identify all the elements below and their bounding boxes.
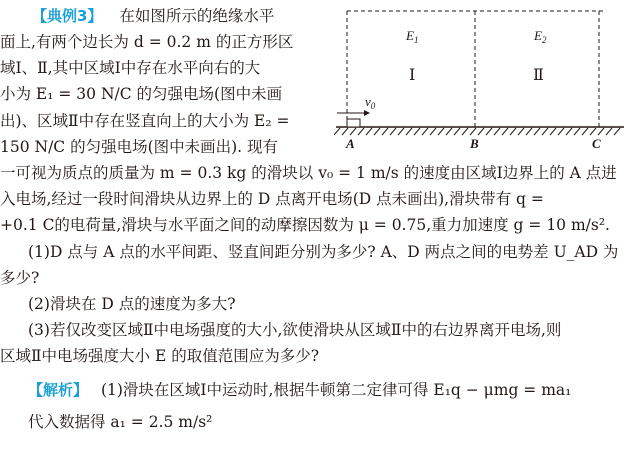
problem-line-2: 面上,有两个边长为 d = 0.2 m 的正方形区 bbox=[0, 33, 294, 51]
solution-line-1 bbox=[28, 380, 571, 400]
field-label-e2: $E_2$ bbox=[534, 28, 547, 45]
question-3-line-2: 区域Ⅱ中电场强度大小 E 的取值范围应为多少? bbox=[0, 347, 320, 365]
solution-text-1: (1)滑块在区域Ⅰ中运动时,根据牛顿第二定律可得 E₁q − μmg = ma₁ bbox=[100, 381, 572, 399]
solution-line-2: 代入数据得 a₁ = 2.5 m/s² bbox=[28, 413, 213, 431]
point-c-label: C bbox=[592, 136, 601, 151]
problem-figure bbox=[334, 0, 624, 152]
point-a-label: A bbox=[346, 136, 355, 151]
problem-line-1 bbox=[32, 6, 274, 26]
velocity-arrowhead bbox=[364, 110, 370, 116]
example-tag: 【典例3】 bbox=[32, 7, 103, 25]
region-1-label: Ⅰ bbox=[409, 67, 416, 84]
question-2: (2)滑块在 D 点的速度为多大? bbox=[28, 295, 236, 313]
question-1-line-1: (1)D 点与 A 点的水平间距、竖直间距分别为多少? A、D 两点之间的电势差 U_AD 为 bbox=[28, 243, 619, 261]
problem-line-4: 小为 E₁ = 30 N/C 的匀强电场(图中未画 bbox=[0, 85, 283, 103]
problem-line-3: 域Ⅰ、Ⅱ,其中区域Ⅰ中存在水平向右的大 bbox=[0, 59, 261, 77]
ground-hatching bbox=[334, 128, 620, 135]
solution-tag: 【解析】 bbox=[28, 381, 89, 399]
problem-line-5: 出)、区域Ⅱ中存在竖直向上的大小为 E₂ = bbox=[0, 112, 290, 130]
point-b-label: B bbox=[470, 136, 479, 151]
question-1-line-2: 多少? bbox=[0, 269, 40, 287]
problem-line-6: 150 N/C 的匀强电场(图中未画出). 现有 bbox=[0, 138, 279, 156]
velocity-label: $v_0$ bbox=[365, 94, 376, 111]
slider-block bbox=[347, 119, 360, 127]
region-2-label: Ⅱ bbox=[533, 67, 544, 84]
problem-line-7: 一可视为质点的质量为 m = 0.3 kg 的滑块以 v₀ = 1 m/s 的速度由区域Ⅰ边界上的 A 点进 bbox=[0, 164, 617, 182]
problem-text-1: 在如图所示的绝缘水平 bbox=[119, 7, 275, 25]
field-label-e1: $E_1$ bbox=[406, 28, 419, 45]
problem-line-9: +0.1 C的电荷量,滑块与水平面之间的动摩擦因数为 μ = 0.75,重力加速度 g = 10 m/s². bbox=[0, 216, 610, 234]
question-3-line-1: (3)若仅改变区域Ⅱ中电场强度的大小,欲使滑块从区域Ⅱ中的右边界离开电场,则 bbox=[28, 321, 562, 339]
problem-line-8: 入电场,经过一段时间滑块从边界上的 D 点离开电场(D 点未画出),滑块带有 q = bbox=[0, 190, 544, 208]
